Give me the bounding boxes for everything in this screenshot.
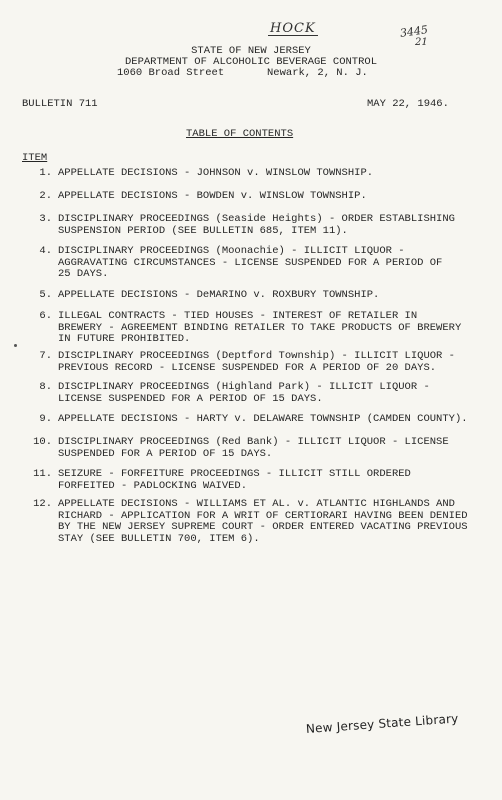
entry-text: DISCIPLINARY PROCEEDINGS (Seaside Heights) - ORDER ESTABLISHING SUSPENSION PERIOD (SEE BULLETIN 685, ITEM 11). [58,213,455,237]
entry-text: APPELLATE DECISIONS - WILLIAMS ET AL. v. ATLANTIC HIGHLANDS AND RICHARD - APPLICATION FOR A WRIT OF CERTIORARI HAVING BEEN DENIED BY THE NEW JERSEY SUPREME COURT - ORDER ENTERED VACATING PREVIOUS STAY (SEE BULLETIN 700, ITEM 6). [58,498,468,545]
entry-text: DISCIPLINARY PROCEEDINGS (Highland Park) - ILLICIT LIQUOR - LICENSE SUSPENDED FOR A PERIOD OF 15 DAYS. [58,381,430,405]
letterhead-street: 1060 Broad Street [117,67,225,79]
library-stamp: New Jersey State Library [305,711,459,736]
entry-text: DISCIPLINARY PROCEEDINGS (Deptford Township) - ILLICIT LIQUOR - PREVIOUS RECORD - LICENSE SUSPENDED FOR A PERIOD OF 20 DAYS. [58,350,455,374]
item-column-heading: ITEM [22,152,48,164]
entry-number: 6. [39,310,52,322]
entry-text: DISCIPLINARY PROCEEDINGS (Moonachie) - ILLICIT LIQUOR - AGGRAVATING CIRCUMSTANCES - LICENSE SUSPENDED FOR A PERIOD OF 25 DAYS. [58,245,443,280]
letterhead-address [0,68,502,79]
entry-number: 9. [39,413,52,425]
entry-number: 1. [39,167,52,179]
entry-text: APPELLATE DECISIONS - JOHNSON v. WINSLOW TOWNSHIP. [58,167,374,179]
letterhead-department: DEPARTMENT OF ALCOHOLIC BEVERAGE CONTROL [124,56,378,68]
letterhead-city: Newark, 2, N. J. [267,67,368,79]
letterhead-state: STATE OF NEW JERSEY [191,45,311,57]
letterhead [0,46,502,79]
entry-number: 7. [39,350,52,362]
bulletin-number: BULLETIN 711 [22,98,98,110]
table-of-contents-title: TABLE OF CONTENTS [186,128,294,140]
entry-number: 2. [39,190,52,202]
entry-text: ILLEGAL CONTRACTS - TIED HOUSES - INTEREST OF RETAILER IN BREWERY - AGREEMENT BINDING RETAILER TO TAKE PRODUCTS OF BREWERY IN FUTURE PROHIBITED. [58,310,462,345]
entry-text: APPELLATE DECISIONS - BOWDEN v. WINSLOW TOWNSHIP. [58,190,367,202]
entry-text: SEIZURE - FORFEITURE PROCEEDINGS - ILLICIT STILL ORDERED FORFEITED - PADLOCKING WAIVED. [58,468,411,492]
entry-number: 10. [33,436,52,448]
entry-text: DISCIPLINARY PROCEEDINGS (Red Bank) - ILLICIT LIQUOR - LICENSE SUSPENDED FOR A PERIOD OF 15 DAYS. [58,436,449,460]
entry-text: APPELLATE DECISIONS - HARTY v. DELAWARE TOWNSHIP (CAMDEN COUNTY). [58,413,468,425]
entry-number: 4. [39,245,52,257]
entry-number: 11. [33,468,52,480]
bulletin-date: MAY 22, 1946. [367,98,449,110]
stray-ink-mark [14,344,17,347]
entry-number: 12. [33,498,52,510]
handwritten-number-note: 3445 [399,23,429,40]
entry-text: APPELLATE DECISIONS - DeMARINO v. ROXBURY TOWNSHIP. [58,289,380,301]
handwritten-sub-number-note: 21 [415,37,428,48]
entry-number: 8. [39,381,52,393]
entry-number: 3. [39,213,52,225]
handwritten-hock-note: HOCK [270,21,316,36]
entry-number: 5. [39,289,52,301]
